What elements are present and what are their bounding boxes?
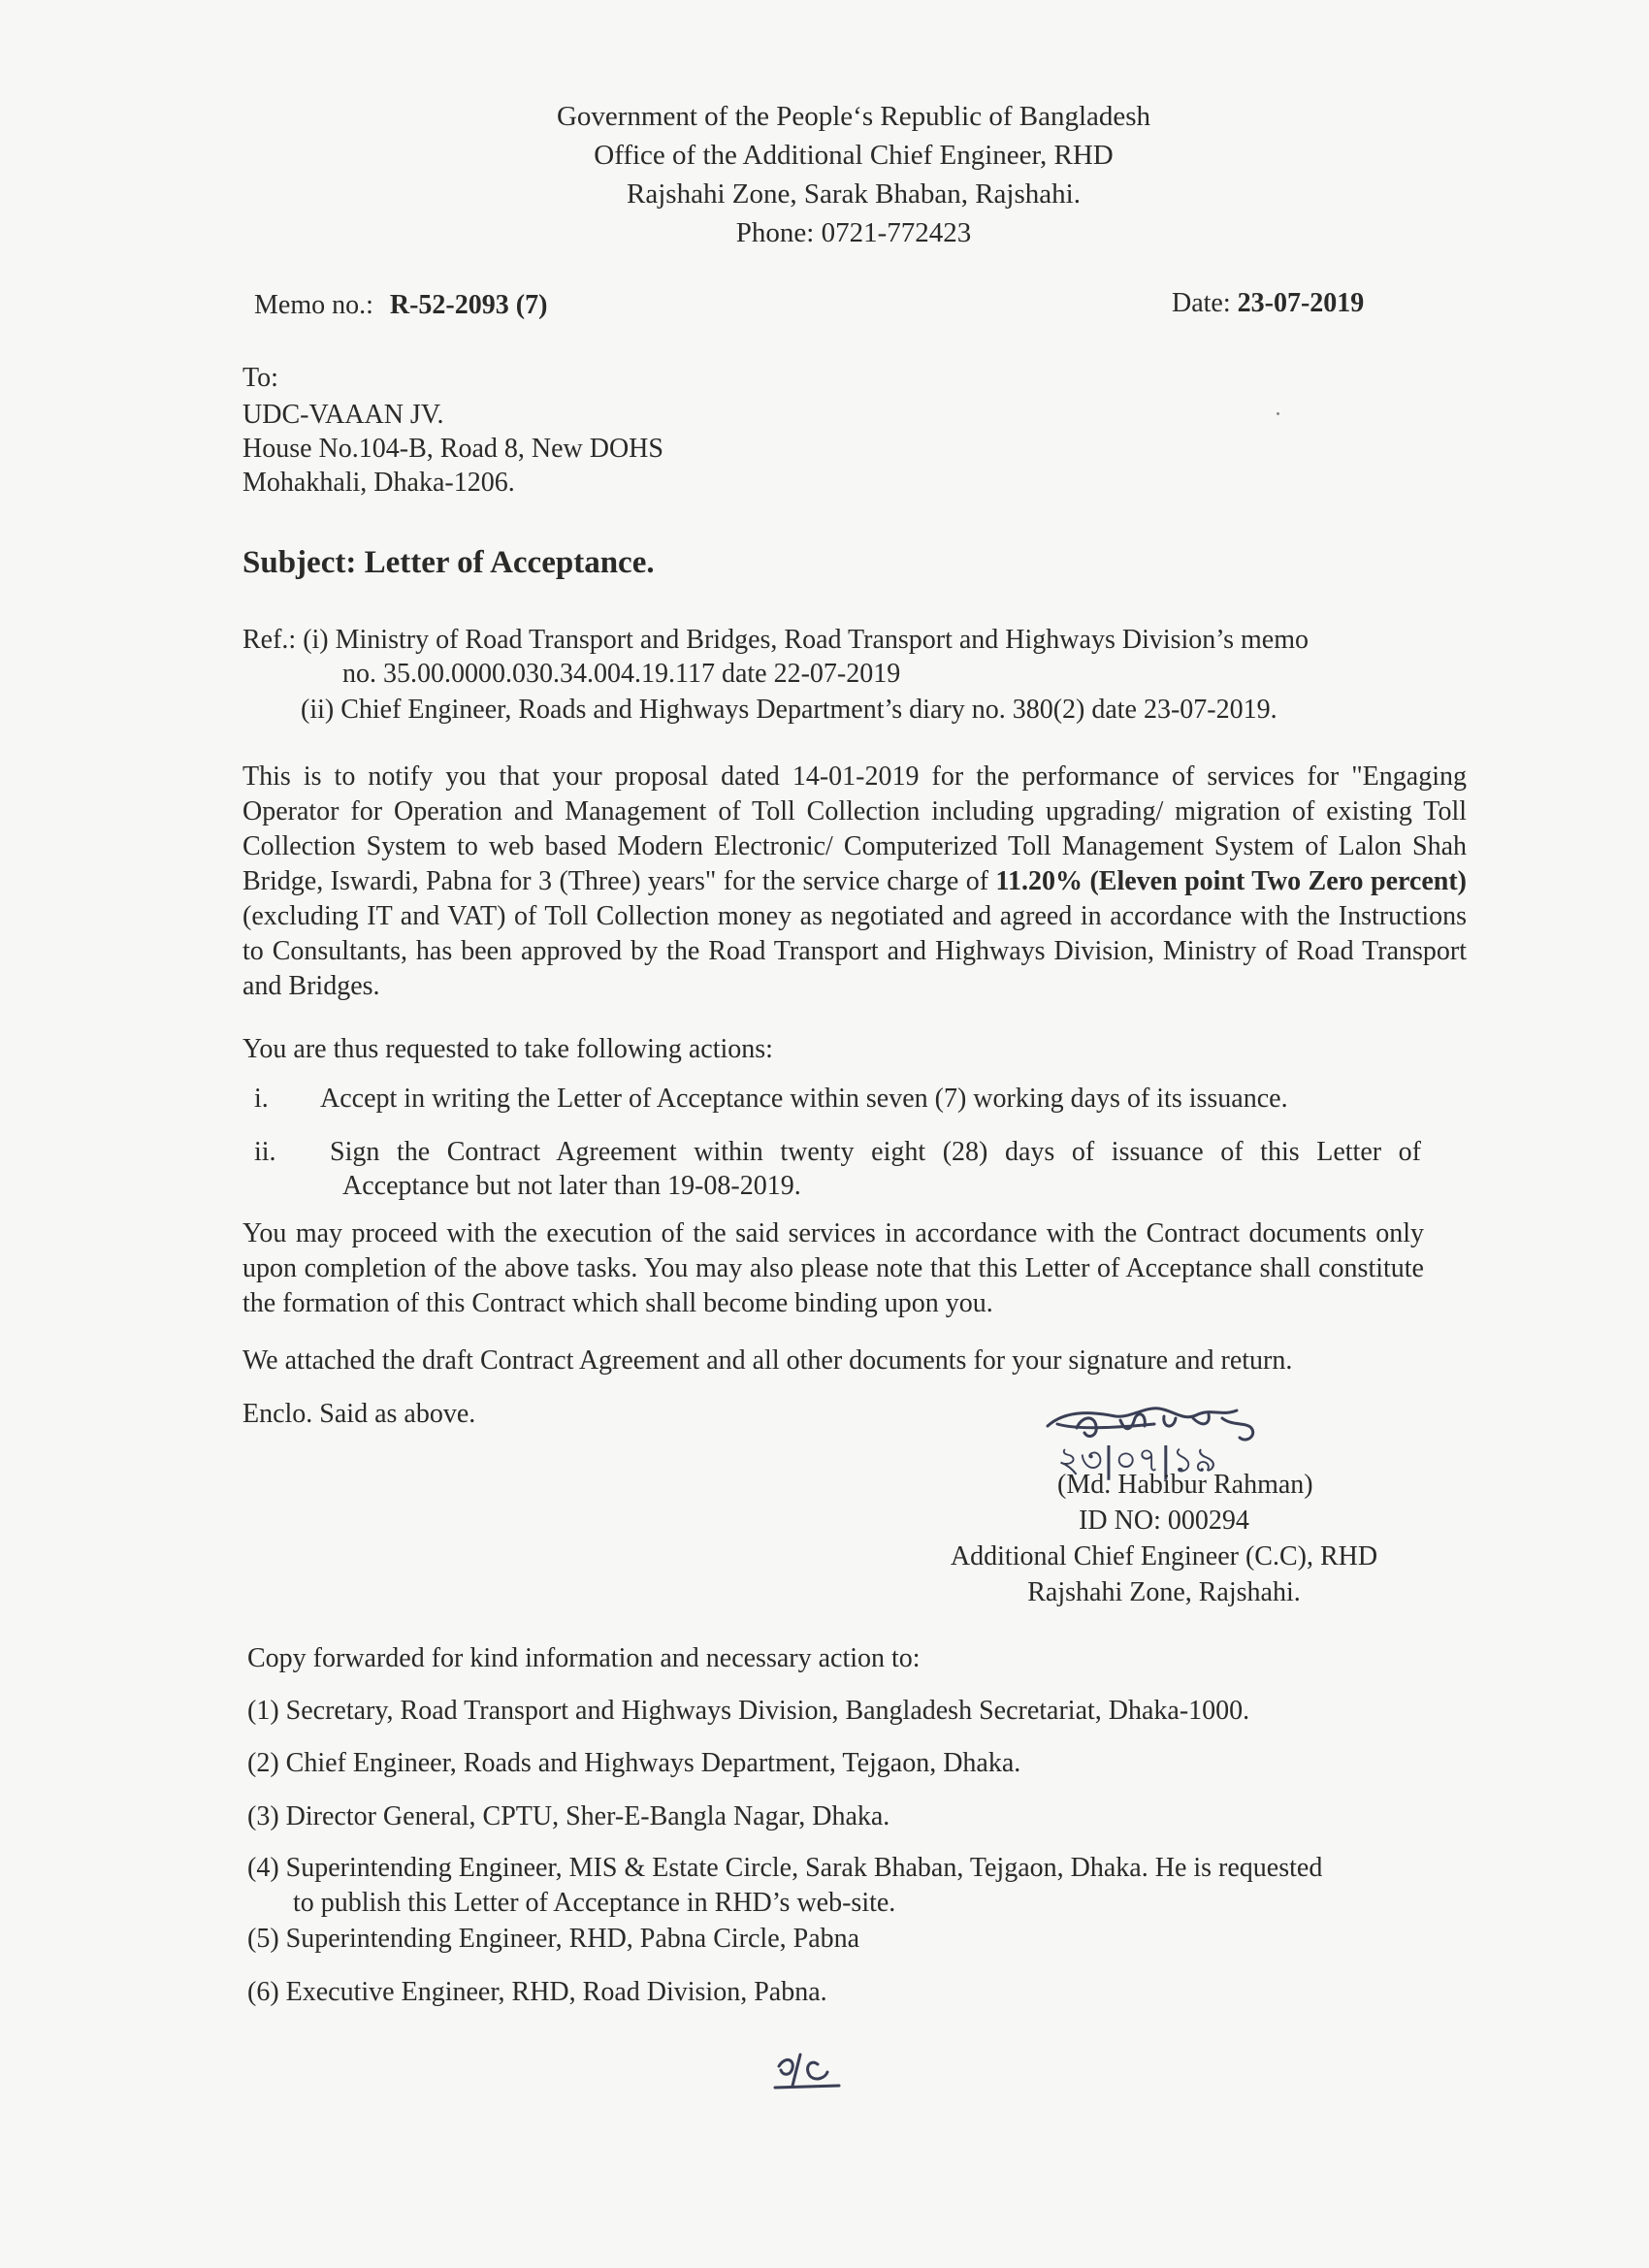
actions-intro: You are thus requested to take following actions: bbox=[242, 1034, 773, 1064]
date-label: Date: bbox=[1172, 288, 1231, 318]
handwritten-date: ২৩|০৭|১৯ bbox=[1057, 1441, 1217, 1480]
notification-paragraph bbox=[242, 760, 1467, 1004]
memo-value: R-52-2093 (7) bbox=[389, 290, 548, 320]
action-1-number: i. bbox=[254, 1084, 269, 1114]
initials-scribble bbox=[771, 2047, 849, 2095]
letterhead-line-1: Government of the People‘s Republic of Bangladesh bbox=[556, 101, 1151, 132]
proceed-paragraph: You may proceed with the execution of the said services in accordance with the Contract documents only upon completion of the above tasks. You may also please note that this Letter of Acceptance shall constitute the formation of this Contract which shall become binding upon you. bbox=[242, 1218, 1424, 1318]
handwritten-initials bbox=[771, 2047, 849, 2095]
copy-item-6: (6) Executive Engineer, RHD, Road Division, Pabna. bbox=[247, 1977, 827, 2007]
letterhead-line-2: Office of the Additional Chief Engineer, RHD bbox=[594, 140, 1114, 171]
copy-item-4: (4) Superintending Engineer, MIS & Estate Circle, Sarak Bhaban, Tejgaon, Dhaka. He is requested bbox=[247, 1853, 1323, 1883]
service-charge: 11.20% (Eleven point Two Zero percent) bbox=[995, 866, 1467, 896]
letterhead bbox=[0, 97, 1649, 252]
speck bbox=[1277, 412, 1279, 415]
attachment-note: We attached the draft Contract Agreement and all other documents for your signature and return. bbox=[242, 1345, 1293, 1376]
signatory-office: Rajshahi Zone, Rajshahi. bbox=[1027, 1577, 1301, 1607]
letterhead-line-3: Rajshahi Zone, Sarak Bhaban, Rajshahi. bbox=[627, 178, 1081, 210]
reference-1: Ref.: (i) Ministry of Road Transport and Bridges, Road Transport and Highways Division’s memo bbox=[242, 625, 1309, 655]
reference-2: (ii) Chief Engineer, Roads and Highways Department’s diary no. 380(2) date 23-07-2019. bbox=[301, 695, 1277, 725]
copies-intro: Copy forwarded for kind information and necessary action to: bbox=[247, 1643, 921, 1673]
recipient-name: UDC-VAAAN JV. bbox=[242, 400, 444, 430]
memo-label: Memo no.: bbox=[254, 290, 373, 320]
subject-line: Subject: Letter of Acceptance. bbox=[242, 545, 655, 580]
signatory-name: (Md. Habibur Rahman) bbox=[1057, 1470, 1313, 1500]
action-2: Sign the Contract Agreement within twenty eight (28) days of issuance of this Letter of bbox=[330, 1137, 1421, 1167]
letter-date bbox=[1172, 286, 1364, 321]
memo-number bbox=[254, 288, 547, 323]
enclosure-note: Enclo. Said as above. bbox=[242, 1399, 476, 1429]
signatory-block bbox=[892, 1467, 1436, 1610]
letterhead-phone: Phone: 0721-772423 bbox=[735, 217, 972, 248]
signatory-id: ID NO: 000294 bbox=[1079, 1506, 1249, 1536]
date-value: 23-07-2019 bbox=[1237, 288, 1365, 318]
copy-item-2: (2) Chief Engineer, Roads and Highways Department, Tejgaon, Dhaka. bbox=[247, 1748, 1021, 1778]
action-1: Accept in writing the Letter of Acceptance within seven (7) working days of its issuance. bbox=[320, 1084, 1288, 1114]
action-2-continued: Acceptance but not later than 19-08-2019. bbox=[342, 1171, 801, 1201]
recipient-address-1: House No.104-B, Road 8, New DOHS bbox=[242, 434, 663, 464]
notification-text-start: This is to notify you that your proposal dated 14-01-2019 for the performance of services for "Engaging Operator for Operation and Management of Toll Collection including upgrading/ migration of existing Toll Collection System to web based Modern Electronic/ Computerized Toll Management System of Lalon Shah Bridge, Iswardi, Pabna for 3 (Three) years" for the service charge of bbox=[242, 761, 1467, 896]
signatory-designation: Additional Chief Engineer (C.C), RHD bbox=[950, 1541, 1378, 1571]
recipient-to: To: bbox=[242, 363, 278, 393]
copy-item-5: (5) Superintending Engineer, RHD, Pabna Circle, Pabna bbox=[247, 1924, 860, 1954]
reference-1-continued: no. 35.00.0000.030.34.004.19.117 date 22-07-2019 bbox=[342, 659, 901, 689]
copy-item-3: (3) Director General, CPTU, Sher-E-Bangla Nagar, Dhaka. bbox=[247, 1801, 890, 1831]
recipient-address-2: Mohakhali, Dhaka-1206. bbox=[242, 468, 515, 498]
action-2-number: ii. bbox=[254, 1137, 276, 1167]
notification-text-end: (excluding IT and VAT) of Toll Collection money as negotiated and agreed in accordance with the Instructions to Consultants, has been approved by the Road Transport and Highways Division, Ministry of Road Transport and Bridges. bbox=[242, 901, 1467, 1001]
copy-item-4-continued: to publish this Letter of Acceptance in RHD’s web-site. bbox=[293, 1888, 896, 1918]
copy-item-1: (1) Secretary, Road Transport and Highways Division, Bangladesh Secretariat, Dhaka-1000. bbox=[247, 1696, 1250, 1726]
